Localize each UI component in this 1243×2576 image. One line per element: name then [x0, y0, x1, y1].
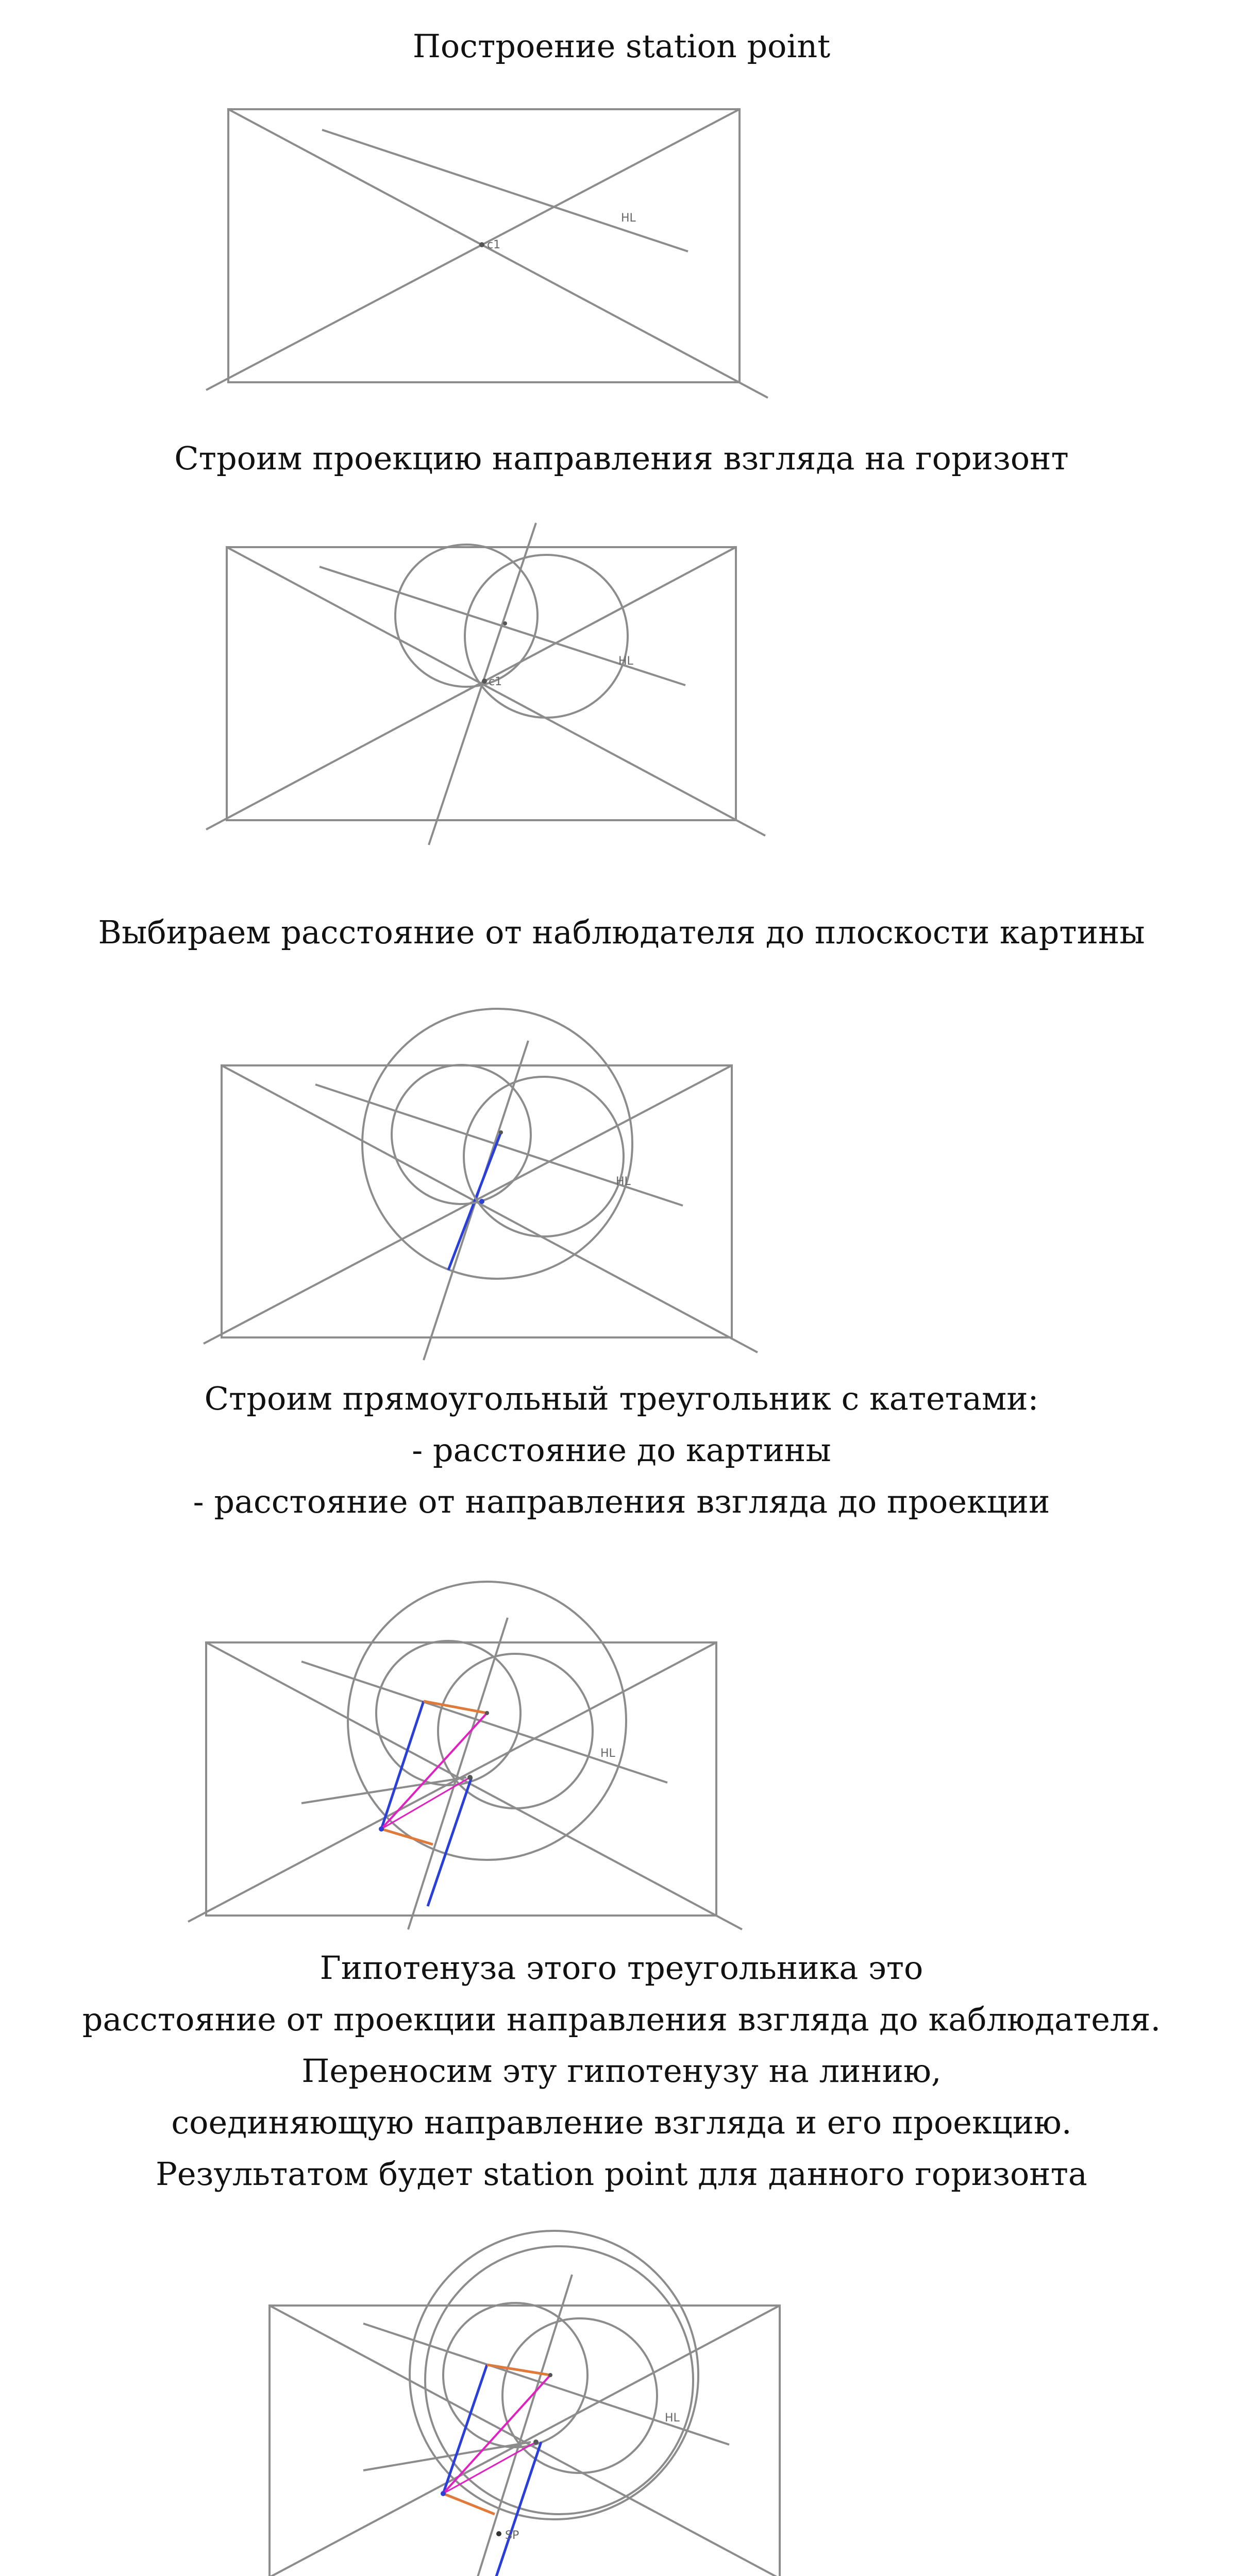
triangle-vertex: [441, 2491, 446, 2496]
step-4-line-2: - расстояние до картины: [412, 1431, 831, 1469]
sight-point: [499, 1130, 503, 1134]
step-5-caption: [0, 1942, 1243, 2200]
step-5-line-1: Гипотенуза этого треугольника это: [320, 1949, 923, 1987]
step-2-line-1: Строим проекцию направления взгляда на горизонт: [174, 439, 1069, 477]
diagonal-2: [206, 547, 736, 829]
center-point: [479, 242, 484, 247]
horizon-label: HL: [621, 212, 636, 225]
triangle-vertex: [379, 1826, 384, 1832]
hypotenuse-magenta: [443, 2375, 550, 2494]
step-4-diagram: [0, 1566, 1243, 1958]
diagonal-1: [227, 547, 765, 836]
step-3-diagram: [0, 999, 1243, 1381]
horizon-label: HL: [665, 2412, 680, 2425]
step-5-line-4: соединяющую направление взгляда и его проекцию.: [171, 2104, 1072, 2141]
diagonal-1: [228, 109, 768, 398]
horizon-label: HL: [600, 1747, 615, 1760]
distance-circle: [348, 1582, 626, 1860]
construction-circle-2: [438, 1654, 593, 1808]
center-point: [479, 1199, 484, 1204]
sight-line: [408, 1618, 508, 1929]
center-point: [467, 1775, 473, 1780]
step-4-line-1: Строим прямоугольный треугольник с катетами:: [204, 1380, 1039, 1417]
station-point-label: SP: [505, 2529, 519, 2542]
auxiliary-line: [301, 1777, 466, 1803]
construction-circle-1: [443, 2303, 587, 2447]
step-4-line-3: - расстояние от направления взгляда до проекции: [193, 1483, 1050, 1520]
step-1-diagram: [0, 93, 1243, 412]
diagonal-2: [206, 109, 740, 390]
center-point: [482, 679, 487, 684]
center-label: c1: [489, 675, 502, 688]
construction-circle-1: [395, 545, 537, 687]
step-5-line-3: Переносим эту гипотенузу на линию,: [301, 2052, 942, 2090]
sight-point: [548, 2373, 552, 2377]
step-5-line-5: Результатом будет station point для данного горизонта: [156, 2155, 1087, 2193]
step-3-line-1: Выбираем расстояние от наблюдателя до плоскости картины: [98, 913, 1145, 951]
distance-segment-blue: [448, 1132, 501, 1270]
step-2-caption: [0, 433, 1243, 484]
station-point: [496, 2531, 501, 2536]
leg-orange-2: [381, 1829, 433, 1844]
center-label: c1: [487, 239, 501, 251]
horizon-label: HL: [616, 1175, 631, 1188]
step-2-diagram: [0, 515, 1243, 855]
diagonal-1: [206, 1642, 742, 1929]
sight-point: [485, 1711, 489, 1715]
step-5-line-2: расстояние от проекции направления взгляда до каблюдателя.: [82, 2001, 1161, 2038]
step-1-caption: [0, 21, 1243, 72]
construction-circle-2: [465, 555, 628, 718]
construction-circle-1: [392, 1065, 531, 1204]
construction-circle-2: [464, 1077, 624, 1236]
leg-orange-1: [487, 2365, 550, 2375]
diagonal-1: [222, 1065, 758, 1352]
step-5-diagram: [0, 2226, 1243, 2576]
sight-point: [503, 621, 507, 625]
step-3-caption: [0, 907, 1243, 958]
construction-circle-1: [376, 1641, 520, 1785]
step-1-line-1: Построение station point: [412, 27, 831, 65]
step-4-caption: [0, 1373, 1243, 1528]
leg-orange-1: [424, 1701, 487, 1713]
diagonal-2: [188, 1642, 716, 1922]
center-point: [533, 2439, 539, 2445]
leg-blue-1: [381, 1701, 424, 1829]
horizon-label: HL: [618, 655, 633, 668]
